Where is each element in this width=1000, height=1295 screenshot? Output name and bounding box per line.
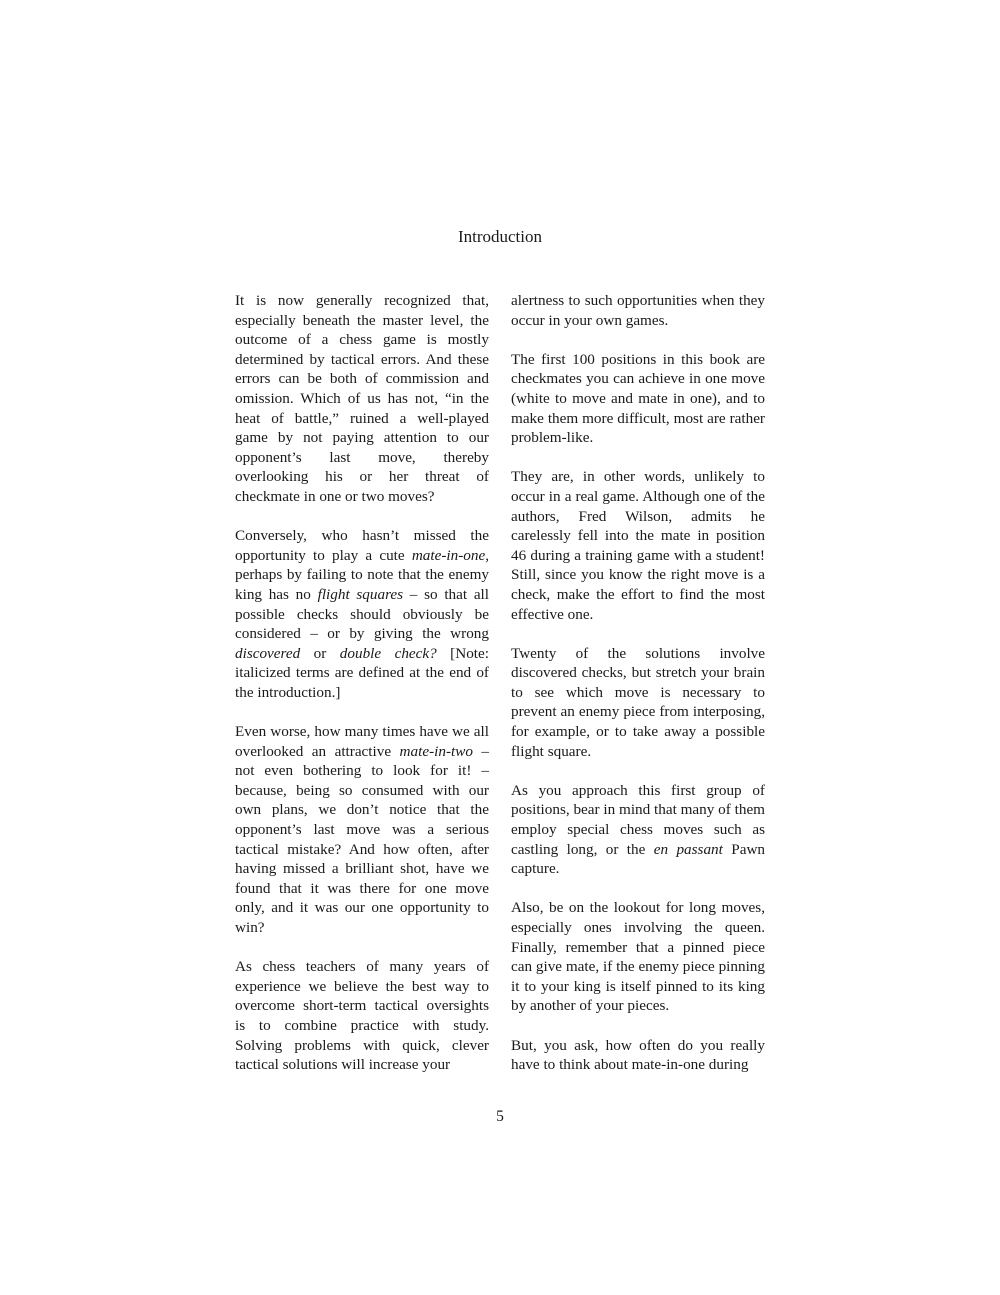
text-run: or	[300, 644, 340, 662]
text-run: As you approach this first group of positions, bear in mind that many of them employ special chess moves such as castling long, or the	[511, 781, 765, 858]
paragraph	[235, 722, 489, 938]
text-run: – not even bothering to look for it! – because, being so consumed with our own plans, we don’t notice that the opponent’s last move was a serious tactical mistake? And how often, after having missed a brilliant shot, have we found that it was there for one move only, and it was our one opportunity to win?	[235, 742, 490, 936]
paragraph	[511, 781, 765, 879]
italic-term: en passant	[653, 840, 723, 858]
italic-term: double check?	[339, 644, 437, 662]
italic-term: mate-in-one,	[411, 546, 489, 564]
italic-term: discovered	[235, 644, 301, 662]
italic-term: mate-in-two	[399, 742, 473, 760]
paragraph: alertness to such opportunities when they occur in your own games.	[511, 292, 765, 329]
paragraph: As chess teachers of many years of experience we believe the best way to overcome short-term tactical oversights is to combine practice with study. Solving problems with quick, clever tactical solutions will increase your	[235, 958, 489, 1074]
paragraph: The first 100 positions in this book are checkmates you can achieve in one move (white to move and mate in one), and to make them more difficult, most are rather problem-like.	[511, 350, 765, 447]
text-run: [Note: italicized terms are defined at the end of the introduction.]	[235, 644, 489, 701]
page-title: Introduction	[457, 227, 543, 246]
paragraph: They are, in other words, unlikely to occur in a real game. Although one of the authors, Fred Wilson, admits he carelessly fell into the mate in position 46 during a training game with a student! Still, since you know the right move is a check, make the effort to find the most effective one.	[511, 468, 765, 623]
text-run: Conversely, who hasn’t missed the opportunity to play a cute	[235, 527, 489, 564]
right-column	[511, 291, 765, 1075]
italic-term: flight squares	[317, 585, 404, 603]
paragraph: But, you ask, how often do you really have to think about mate-in-one during	[511, 1036, 765, 1074]
paragraph: It is now generally recognized that, especially beneath the master level, the outcome of a chess game is mostly determined by tactical errors. And these errors can be both of commission and omission. Which of us has not, “in the heat of battle,” ruined a well-played game by not paying attention to our opponent’s last move, thereby overlooking his or her threat of checkmate in one or two moves?	[235, 292, 489, 505]
text-run: Even worse, how many times have we all overlooked an attractive	[235, 723, 489, 760]
paragraph: Also, be on the lookout for long moves, especially ones involving the queen. Finally, remember that a pinned piece can give mate, if the enemy piece pinning it to your king is itself pinned to its king by another of your pieces.	[511, 899, 765, 1015]
paragraph: Twenty of the solutions involve discovered checks, but stretch your brain to see which move is necessary to prevent an enemy piece from interposing, for example, or to take away a possible flight square.	[511, 644, 765, 760]
text-run: perhaps by failing to note that the enemy king has no	[235, 566, 489, 603]
page-number: 5	[496, 1108, 504, 1125]
text-run: – so that all possible checks should obviously be considered – or by giving the wrong	[235, 585, 489, 643]
left-column	[235, 291, 489, 1075]
text-run: Pawn capture.	[511, 840, 765, 878]
paragraph	[235, 526, 489, 702]
